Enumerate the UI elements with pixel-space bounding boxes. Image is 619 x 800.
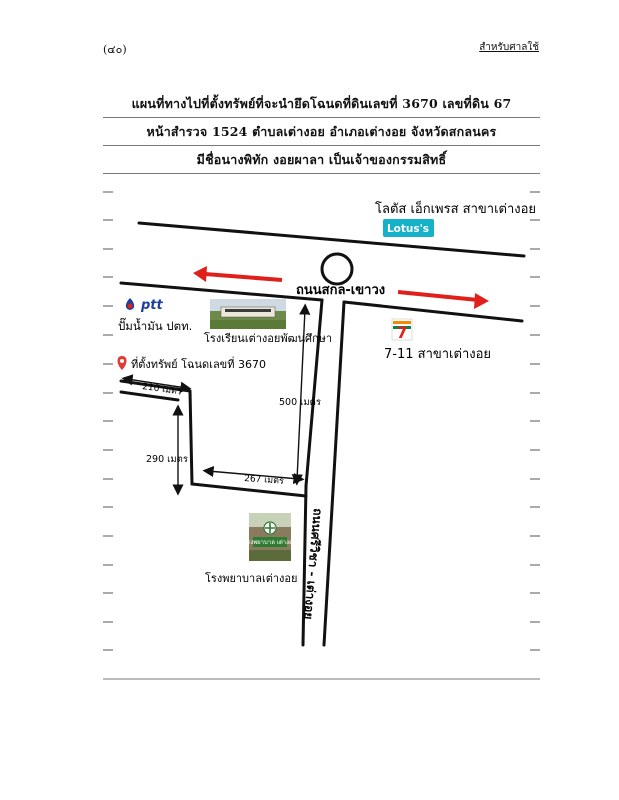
roundabout-circle xyxy=(322,254,352,284)
direction-arrow-right xyxy=(398,292,489,309)
seven-eleven-logo-icon xyxy=(392,319,412,342)
seven-logo-text: 7 xyxy=(396,323,408,342)
main-road-upper-edge xyxy=(139,223,524,256)
title-line-3: มีชื่อนางพิทัก งอยผาลา เป็นเจ้าของกรรมสิทธิ์ xyxy=(103,150,540,174)
direction-arrow-left xyxy=(193,266,282,282)
ptt-logo-text: ptt xyxy=(141,298,163,313)
side-road-label: ถนนศรีวิชา - เต่างอย xyxy=(301,507,325,620)
side-road-left-edge xyxy=(306,300,322,486)
main-road-lower-edge-right xyxy=(344,302,522,321)
distance-210-label: 210 เมตร xyxy=(141,382,183,398)
distance-267-label: 267 เมตร xyxy=(243,474,285,487)
lotus-logo-text: Lotus's xyxy=(386,223,430,235)
seven-eleven-label: 7-11 สาขาเต่างอย xyxy=(384,347,492,362)
title-line-2: หน้าสำรวจ 1524 ตำบลเต่างอย อำเภอเต่างอย จังหวัดสกลนคร xyxy=(103,122,540,146)
distance-500-label: 500 เมตร xyxy=(279,397,321,408)
hospital-label: โรงพยาบาลเต่างอย xyxy=(205,572,298,585)
margin-ticks xyxy=(103,192,540,650)
school-label: โรงเรียนเต่างอยพัฒนศึกษา xyxy=(204,332,333,345)
title-line-1: แผนที่ทางไปที่ตั้งทรัพย์ที่จะนำยึดโฉนดที่ดินเลขที่ 3670 เลขที่ดิน 67 xyxy=(103,94,540,118)
hospital-photo xyxy=(249,513,291,561)
page-number: (๔๐) xyxy=(103,43,127,56)
lane-left-edge xyxy=(190,391,192,484)
hospital-sign-text: โรงพยาบาล เต่างอย xyxy=(243,539,297,546)
court-use-label: สำหรับศาลใช้ xyxy=(479,42,539,53)
side-road-left-edge-lower xyxy=(303,486,306,645)
property-label: ที่ตั้งทรัพย์ โฉนดเลขที่ 3670 xyxy=(131,358,266,371)
property-pin-icon xyxy=(118,356,127,370)
lotus-store-label: โลตัส เอ็กเพรส สาขาเต่างอย xyxy=(375,202,537,217)
main-road-label: ถนนสกล-เขาวง xyxy=(296,283,386,298)
ptt-station-label: ปั๊มน้ำมัน ปตท. xyxy=(118,319,193,333)
distance-290-label: 290 เมตร xyxy=(146,454,188,465)
ptt-logo-icon xyxy=(126,298,134,310)
side-road-right-edge xyxy=(324,302,344,645)
lane-bottom-edge xyxy=(192,484,306,496)
school-photo xyxy=(210,299,286,329)
